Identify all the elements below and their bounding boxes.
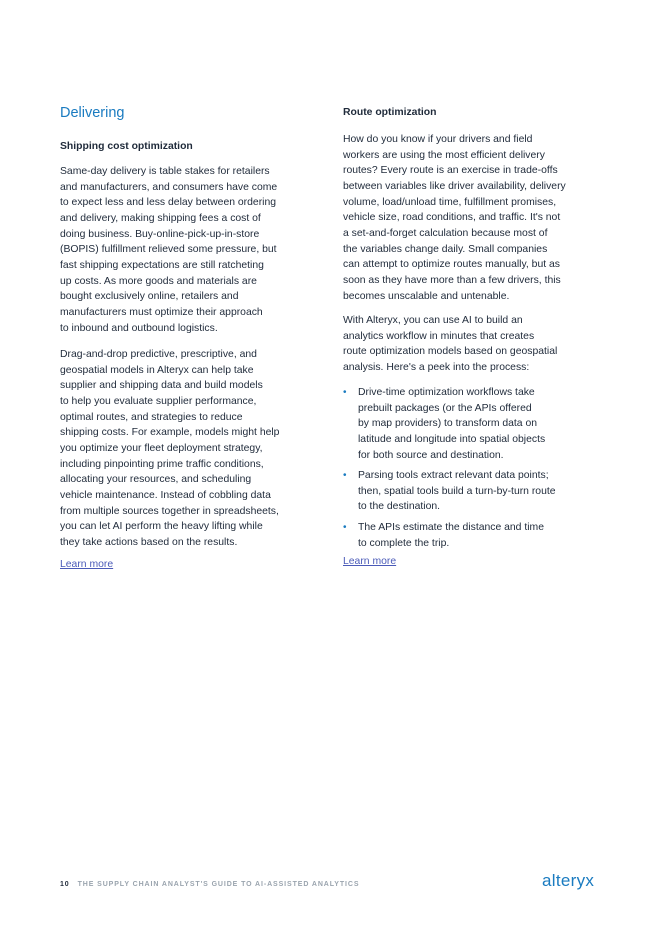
footer xyxy=(60,881,359,888)
shipping-paragraph-2: Drag-and-drop predictive, prescriptive, and geospatial models in Alteryx can help take supplier and shipping data and build models to help you evaluate supplier performance, optimal routes, and strategies to reduce shipping costs. For example, models might help you optimize your fleet deployment strategy, including pinpointing prime traffic conditions, allocating your resources, and scheduling vehicle maintenance. Instead of cobbling data from multiple sources together in spreadsheets, you can let AI perform the heavy lifting while they take actions based on the results. xyxy=(60,349,280,548)
route-subheading: Route optimization xyxy=(343,107,437,118)
learn-more-link[interactable]: Learn more xyxy=(343,556,397,567)
bullet-icon: • xyxy=(343,470,347,481)
bullet-icon: • xyxy=(343,387,347,398)
shipping-subheading: Shipping cost optimization xyxy=(60,141,193,152)
learn-more-link[interactable]: Learn more xyxy=(60,559,114,570)
route-paragraph-1: How do you know if your drivers and field workers are using the most efficient delivery routes? Every route is an exercise in trade-offs between variables like driver availability, delivery volume, load/unload time, fulfillment promises, vehicle size, road conditions, and traffic. It's not a set-and-forget calculation because most of the variables change daily. Small companies can attempt to optimize routes manually, but as soon as they have more than a few drivers, this becomes unscalable and untenable. xyxy=(343,134,566,302)
alteryx-logo: alteryx xyxy=(542,871,595,890)
bullet-text: Drive-time optimization workflows take prebuilt packages (or the APIs offered by map providers) to transform data on latitude and longitude into spatial objects for both source and destination. xyxy=(358,387,546,461)
bullet-icon: • xyxy=(343,522,347,533)
route-paragraph-2: With Alteryx, you can use AI to build an analytics workflow in minutes that creates route optimization models based on geospatial analysis. Here's a peek into the process: xyxy=(343,315,558,373)
shipping-paragraph-1: Same-day delivery is table stakes for retailers and manufacturers, and consumers have come to expect less and less delay between ordering and delivery, making shipping fees a cost of doing business. Buy-online-pick-up-in-store (BOPIS) fulfillment relieved some pressure, but fast shipping expectations are still ratcheting up costs. As more goods and materials are bought exclusively online, retailers and manufacturers must optimize their approach to inbound and outbound logistics. xyxy=(60,166,278,334)
section-heading: Delivering xyxy=(60,105,125,121)
document-title: THE SUPPLY CHAIN ANALYST'S GUIDE TO AI-ASSISTED ANALYTICS xyxy=(77,881,360,888)
bullet-text: The APIs estimate the distance and time to complete the trip. xyxy=(358,522,544,549)
bullet-text: Parsing tools extract relevant data points; then, spatial tools build a turn-by-turn route to the destination. xyxy=(358,470,556,513)
page-number: 10 xyxy=(60,881,70,888)
